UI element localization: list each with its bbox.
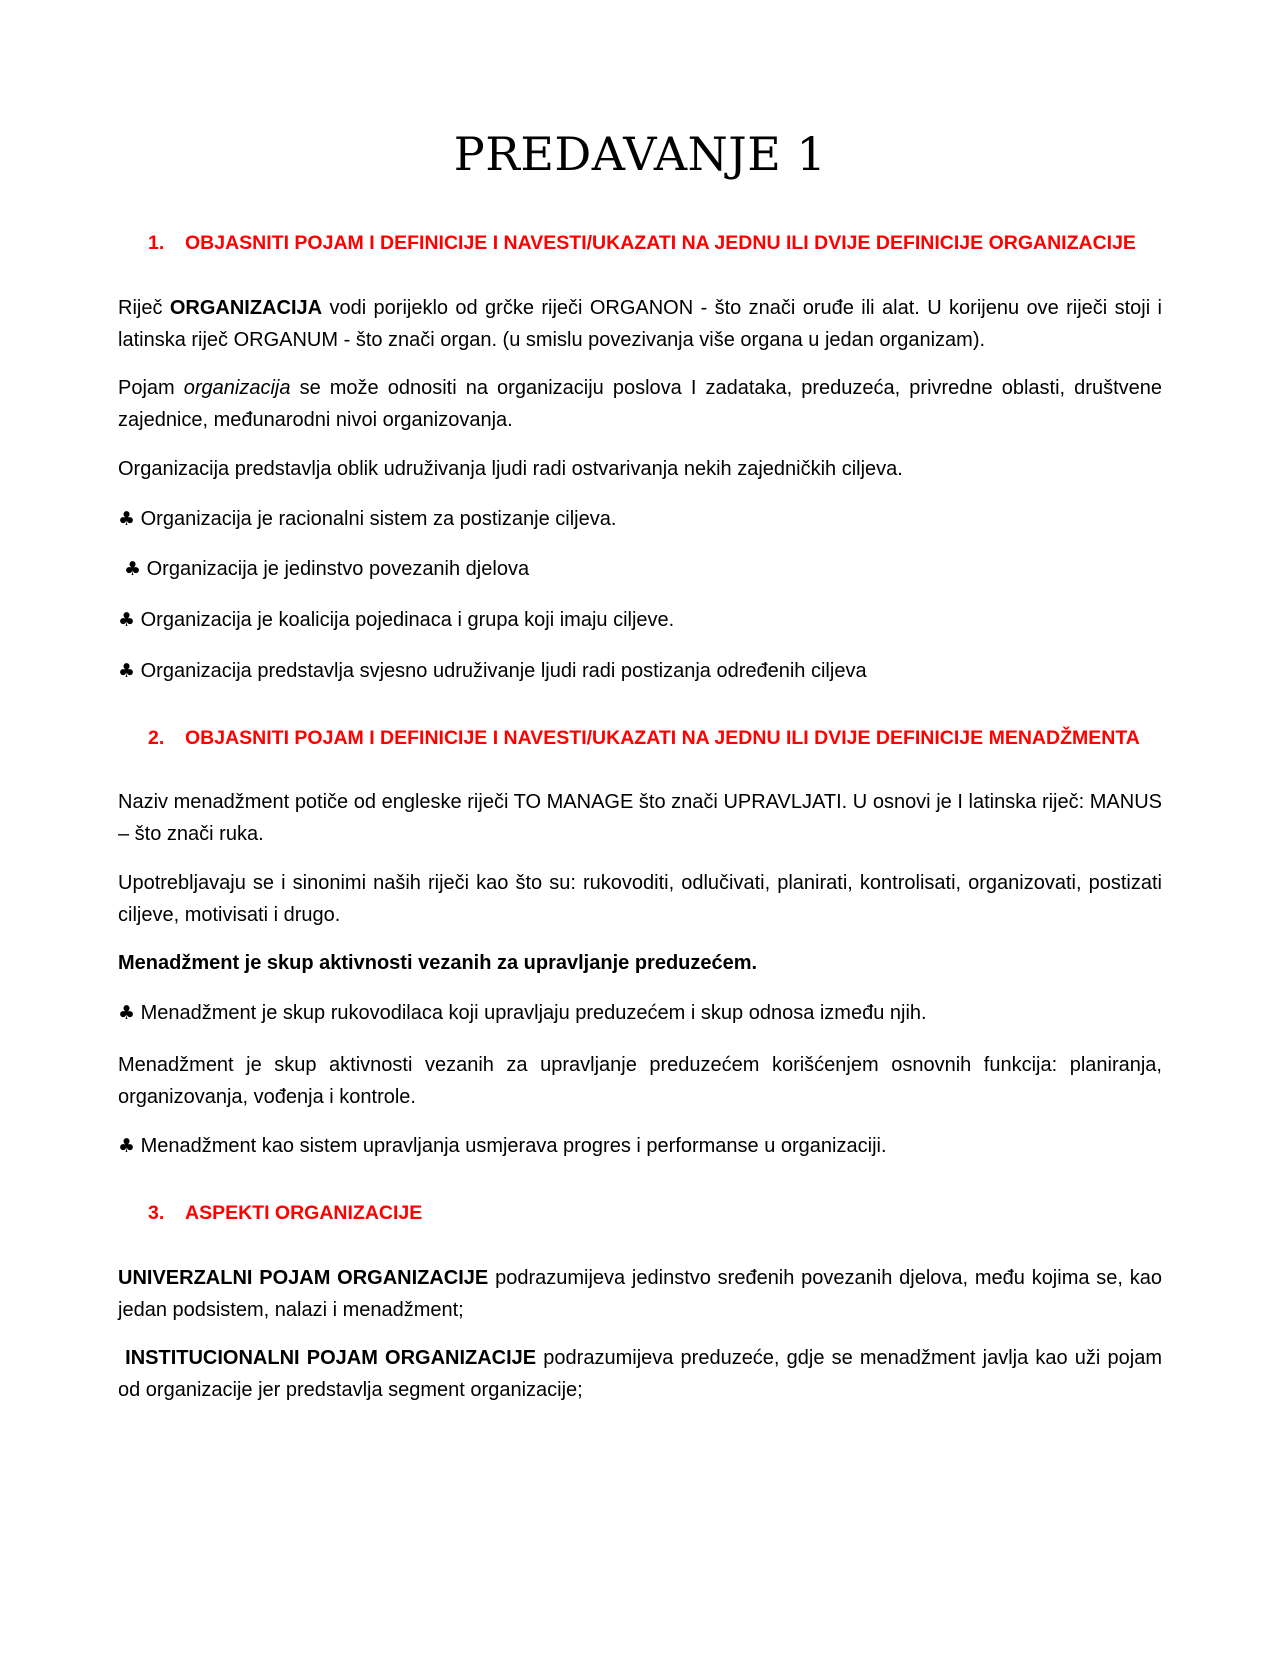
bullet-text: Organizacija je racionalni sistem za postizanje ciljeva. (140, 508, 617, 530)
bullet-text: Organizacija je jedinstvo povezanih djelova (146, 558, 530, 580)
bold-term: UNIVERZALNI POJAM ORGANIZACIJE (118, 1267, 489, 1289)
section-2-heading-text: OBJASNITI POJAM I DEFINICIJE I NAVESTI/UKAZATI NA JEDNU ILI DVIJE DEFINICIJE MENADŽMENTA (185, 727, 1140, 749)
section-1-heading (148, 228, 1136, 258)
club-bullet-icon: ♣ (118, 1135, 136, 1157)
section-2-heading (148, 723, 1140, 753)
section-1-number: 1. (148, 232, 165, 254)
section-2-paragraph-4: Menadžment je skup aktivnosti vezanih za upravljanje preduzećem korišćenjem osnovnih funkcija: planiranja, organizovanja, vođenja i kontrole. (118, 1054, 1162, 1108)
club-bullet-icon: ♣ (118, 660, 136, 682)
section-2-paragraph-1: Naziv menadžment potiče od engleske riječi TO MANAGE što znači UPRAVLJATI. U osnovi je I latinska riječ: MANUS – što znači ruka. (118, 791, 1162, 845)
section-2-number: 2. (148, 727, 165, 749)
text-run: se može odnositi na organizaciju poslova I zadataka, preduzeća, privredne oblasti, društvene zajednice, međunarodni nivoi organizovanja. (118, 377, 1163, 431)
section-1-paragraph-3: Organizacija predstavlja oblik udruživanja ljudi radi ostvarivanja nekih zajedničkih ciljeva. (118, 458, 903, 480)
bullet-text: Menadžment je skup rukovodilaca koji upravljaju preduzećem i skup odnosa između njih. (140, 1002, 927, 1024)
section-1-heading-text: OBJASNITI POJAM I DEFINICIJE I NAVESTI/UKAZATI NA JEDNU ILI DVIJE DEFINICIJE ORGANIZACIJE (185, 232, 1136, 254)
club-bullet-icon: ♣ (118, 1002, 136, 1024)
club-bullet-icon: ♣ (118, 609, 136, 631)
club-bullet-icon: ♣ (124, 558, 142, 580)
section-2-paragraph-2: Upotrebljavaju se i sinonimi naših riječi kao što su: rukovoditi, odlučivati, planirati, kontrolisati, organizovati, postizati ciljeve, motivisati i drugo. (118, 872, 1162, 926)
page-title: PREDAVANJE 1 (453, 127, 827, 181)
bullet-text: Organizacija predstavlja svjesno udruživanje ljudi radi postizanja određenih ciljeva (140, 660, 867, 682)
section-1-paragraph-2 (118, 372, 1162, 436)
section-1-paragraph-1 (118, 292, 1162, 356)
section-3-heading (148, 1198, 422, 1228)
text-run: podrazumijeva preduzeće, gdje se menadžment javlja kao uži pojam od organizacije jer predstavlja segment organizacije; (118, 1347, 1162, 1401)
section-3-paragraph-2 (118, 1342, 1162, 1406)
bullet-item (118, 604, 674, 636)
text-run: Pojam (118, 377, 184, 399)
bullet-item (118, 503, 616, 535)
bullet-item (118, 1130, 887, 1162)
italic-term: organizacija (183, 377, 291, 399)
section-3-number: 3. (148, 1202, 165, 1224)
bullet-item (118, 997, 927, 1029)
bullet-item (118, 655, 867, 687)
section-3-paragraph-1 (118, 1262, 1162, 1326)
section-2-bold-definition: Menadžment je skup aktivnosti vezanih za upravljanje preduzećem. (118, 952, 758, 974)
text-run: podrazumijeva jedinstvo sređenih povezanih djelova, među kojima se, kao jedan podsistem, nalazi i menadžment; (118, 1267, 1162, 1321)
bullet-item (124, 553, 529, 585)
bullet-text: Menadžment kao sistem upravljanja usmjerava progres i performanse u organizaciji. (140, 1135, 887, 1157)
bold-term: INSTITUCIONALNI POJAM ORGANIZACIJE (125, 1347, 537, 1369)
section-3-heading-text: ASPEKTI ORGANIZACIJE (185, 1202, 423, 1224)
text-run: vodi porijeklo od grčke riječi ORGANON - što znači oruđe ili alat. U korijenu ove riječi stoji i latinska riječ ORGANUM - što znači organ. (u smislu povezivanja više organa u jedan organizam). (118, 297, 1162, 351)
club-bullet-icon: ♣ (118, 508, 136, 530)
bold-term: ORGANIZACIJA (169, 297, 323, 319)
text-run: Riječ (118, 297, 170, 319)
bullet-text: Organizacija je koalicija pojedinaca i grupa koji imaju ciljeve. (140, 609, 675, 631)
